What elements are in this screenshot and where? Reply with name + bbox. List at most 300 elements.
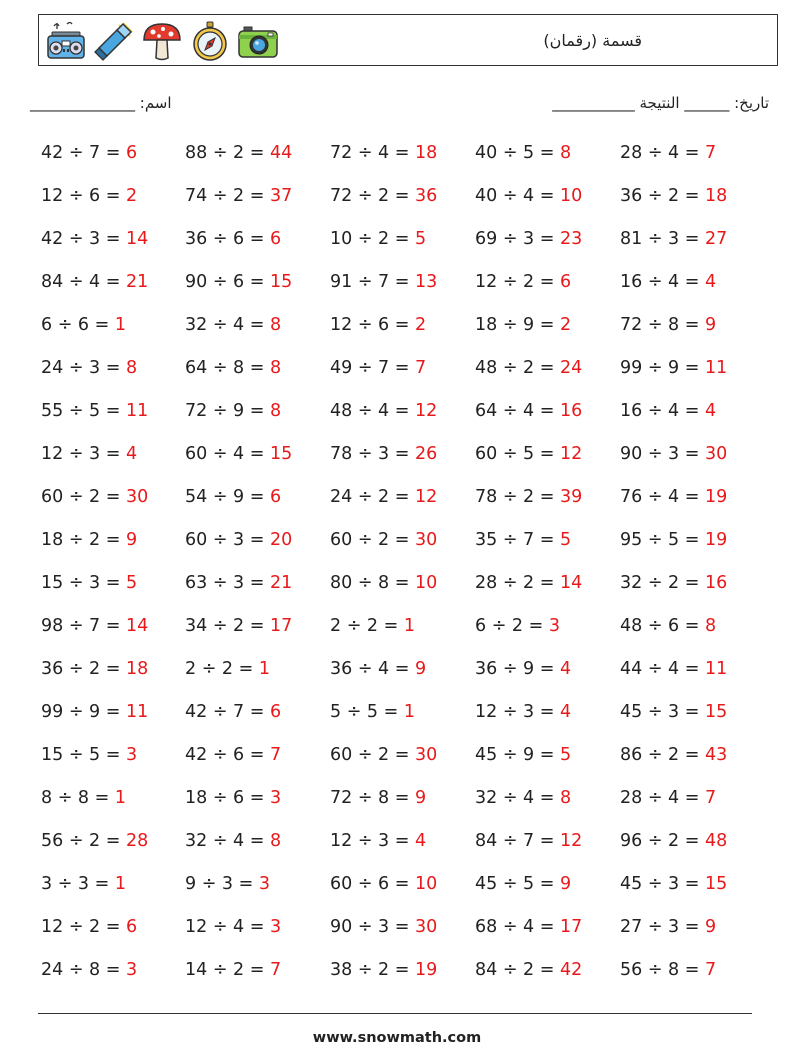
problem-item <box>41 401 148 421</box>
problem-question: 6 ÷ 6 = <box>41 315 115 335</box>
problem-question: 99 ÷ 9 = <box>620 358 705 378</box>
problem-answer: 4 <box>125 444 138 464</box>
problem-item <box>475 272 571 292</box>
problem-question: 88 ÷ 2 = <box>185 143 270 163</box>
problem-answer: 1 <box>114 874 126 894</box>
problem-question: 90 ÷ 3 = <box>330 917 415 937</box>
problem-item <box>330 315 426 335</box>
problem-question: 96 ÷ 2 = <box>620 831 705 851</box>
problem-answer: 11 <box>704 358 728 378</box>
problem-item <box>330 960 437 980</box>
problem-answer: 9 <box>559 874 572 894</box>
problem-item <box>41 960 137 980</box>
problem-question: 36 ÷ 2 = <box>620 186 705 206</box>
problem-item <box>330 573 437 593</box>
problem-answer: 11 <box>704 659 728 679</box>
problem-question: 60 ÷ 4 = <box>185 444 270 464</box>
problem-question: 48 ÷ 4 = <box>330 401 415 421</box>
problem-question: 55 ÷ 5 = <box>41 401 126 421</box>
problem-item <box>41 831 148 851</box>
problem-question: 69 ÷ 3 = <box>475 229 560 249</box>
problem-item <box>330 530 437 550</box>
problem-question: 6 ÷ 2 = <box>475 616 549 636</box>
problem-answer: 17 <box>559 917 583 937</box>
footer-url[interactable]: www.snowmath.com <box>312 1030 482 1046</box>
problem-item <box>620 186 727 206</box>
problem-item <box>185 702 281 722</box>
problem-item <box>475 960 582 980</box>
problem-question: 72 ÷ 8 = <box>330 788 415 808</box>
problem-item <box>185 272 292 292</box>
problem-question: 54 ÷ 9 = <box>185 487 270 507</box>
problem-item <box>475 874 571 894</box>
problem-answer: 17 <box>269 616 293 636</box>
problem-question: 40 ÷ 4 = <box>475 186 560 206</box>
problem-question: 56 ÷ 8 = <box>620 960 705 980</box>
problem-answer: 48 <box>704 831 728 851</box>
problem-item <box>330 788 426 808</box>
problem-question: 12 ÷ 3 = <box>475 702 560 722</box>
problem-item <box>620 788 716 808</box>
problem-item <box>41 917 137 937</box>
problem-question: 36 ÷ 6 = <box>185 229 270 249</box>
problem-question: 12 ÷ 3 = <box>330 831 415 851</box>
problem-answer: 1 <box>403 616 415 636</box>
problem-item <box>475 530 571 550</box>
problem-answer: 30 <box>125 487 149 507</box>
problem-item <box>330 358 426 378</box>
problem-item <box>185 358 281 378</box>
problem-question: 38 ÷ 2 = <box>330 960 415 980</box>
problem-question: 35 ÷ 7 = <box>475 530 560 550</box>
problem-item <box>620 229 727 249</box>
problem-item <box>41 315 126 335</box>
problem-question: 60 ÷ 3 = <box>185 530 270 550</box>
problem-item <box>185 788 281 808</box>
problem-question: 63 ÷ 3 = <box>185 573 270 593</box>
problem-answer: 6 <box>125 143 138 163</box>
problem-answer: 10 <box>414 573 438 593</box>
problem-item <box>475 788 571 808</box>
problem-item <box>330 444 437 464</box>
problem-question: 45 ÷ 5 = <box>475 874 560 894</box>
problem-question: 12 ÷ 6 = <box>41 186 126 206</box>
problem-answer: 9 <box>125 530 138 550</box>
problem-question: 14 ÷ 2 = <box>185 960 270 980</box>
problem-item <box>475 745 571 765</box>
problem-answer: 1 <box>403 702 415 722</box>
problem-answer: 6 <box>559 272 572 292</box>
problem-item <box>620 917 716 937</box>
problem-item <box>185 917 281 937</box>
problem-item <box>475 573 582 593</box>
problem-answer: 15 <box>704 874 728 894</box>
problem-question: 60 ÷ 2 = <box>330 745 415 765</box>
problem-question: 15 ÷ 3 = <box>41 573 126 593</box>
problem-answer: 30 <box>414 745 438 765</box>
problem-question: 9 ÷ 3 = <box>185 874 259 894</box>
problem-answer: 7 <box>414 358 427 378</box>
problem-question: 49 ÷ 7 = <box>330 358 415 378</box>
problem-item <box>620 745 727 765</box>
problem-question: 74 ÷ 2 = <box>185 186 270 206</box>
problem-question: 95 ÷ 5 = <box>620 530 705 550</box>
problem-answer: 10 <box>414 874 438 894</box>
problem-item <box>475 315 571 335</box>
problem-item <box>620 960 716 980</box>
boombox-icon <box>45 20 87 62</box>
problem-answer: 3 <box>125 745 138 765</box>
problem-item <box>330 401 437 421</box>
problem-item <box>620 659 727 679</box>
problem-item <box>620 573 727 593</box>
problem-item <box>41 745 137 765</box>
problem-question: 72 ÷ 9 = <box>185 401 270 421</box>
problem-answer: 5 <box>559 745 572 765</box>
problem-question: 72 ÷ 2 = <box>330 186 415 206</box>
problem-question: 91 ÷ 7 = <box>330 272 415 292</box>
problem-answer: 43 <box>704 745 728 765</box>
problem-item <box>185 659 270 679</box>
problem-answer: 4 <box>704 272 717 292</box>
problem-item <box>185 229 281 249</box>
problem-answer: 20 <box>269 530 293 550</box>
problem-item <box>185 186 292 206</box>
problem-item <box>330 616 415 636</box>
problem-answer: 12 <box>559 831 583 851</box>
problem-item <box>620 530 727 550</box>
problem-item <box>330 659 426 679</box>
problem-answer: 6 <box>269 487 282 507</box>
problem-answer: 23 <box>559 229 583 249</box>
problem-answer: 2 <box>414 315 427 335</box>
problem-question: 12 ÷ 6 = <box>330 315 415 335</box>
problem-question: 32 ÷ 4 = <box>185 315 270 335</box>
problem-answer: 4 <box>414 831 427 851</box>
problem-answer: 11 <box>125 401 149 421</box>
problem-question: 18 ÷ 2 = <box>41 530 126 550</box>
problem-item <box>330 143 437 163</box>
compass-icon <box>189 20 231 62</box>
problem-question: 10 ÷ 2 = <box>330 229 415 249</box>
problem-answer: 28 <box>125 831 149 851</box>
problem-question: 81 ÷ 3 = <box>620 229 705 249</box>
problem-item <box>185 831 281 851</box>
problem-answer: 9 <box>414 788 427 808</box>
problem-answer: 10 <box>559 186 583 206</box>
problem-answer: 7 <box>704 960 717 980</box>
problem-question: 12 ÷ 2 = <box>475 272 560 292</box>
problem-answer: 30 <box>704 444 728 464</box>
problem-item <box>41 229 148 249</box>
problem-question: 42 ÷ 6 = <box>185 745 270 765</box>
problem-question: 76 ÷ 4 = <box>620 487 705 507</box>
problem-question: 48 ÷ 6 = <box>620 616 705 636</box>
problem-item <box>41 358 137 378</box>
problem-answer: 14 <box>559 573 583 593</box>
problem-item <box>620 358 727 378</box>
problem-item <box>185 616 292 636</box>
problem-answer: 18 <box>414 143 438 163</box>
problem-answer: 7 <box>704 143 717 163</box>
problem-item <box>620 315 716 335</box>
problem-question: 28 ÷ 4 = <box>620 788 705 808</box>
problem-item <box>620 143 716 163</box>
camera-icon <box>237 20 279 62</box>
problem-item <box>185 315 281 335</box>
problem-answer: 12 <box>559 444 583 464</box>
problem-item <box>620 487 727 507</box>
problem-question: 5 ÷ 5 = <box>330 702 404 722</box>
problem-answer: 14 <box>125 616 149 636</box>
problem-item <box>475 702 571 722</box>
problem-question: 60 ÷ 6 = <box>330 874 415 894</box>
problem-answer: 16 <box>704 573 728 593</box>
problem-answer: 11 <box>125 702 149 722</box>
problem-answer: 24 <box>559 358 583 378</box>
problem-question: 24 ÷ 8 = <box>41 960 126 980</box>
problem-item <box>620 831 727 851</box>
problem-item <box>475 401 582 421</box>
problem-item <box>330 831 426 851</box>
problem-item <box>475 616 560 636</box>
problem-answer: 3 <box>269 917 282 937</box>
problem-answer: 21 <box>269 573 293 593</box>
problem-item <box>185 487 281 507</box>
problem-answer: 3 <box>269 788 282 808</box>
problem-question: 78 ÷ 2 = <box>475 487 560 507</box>
problem-answer: 2 <box>125 186 138 206</box>
problem-question: 15 ÷ 5 = <box>41 745 126 765</box>
problem-question: 3 ÷ 3 = <box>41 874 115 894</box>
problem-question: 56 ÷ 2 = <box>41 831 126 851</box>
problem-item <box>185 530 292 550</box>
problem-question: 12 ÷ 4 = <box>185 917 270 937</box>
problem-answer: 8 <box>269 831 282 851</box>
problem-question: 12 ÷ 3 = <box>41 444 126 464</box>
problem-answer: 27 <box>704 229 728 249</box>
problem-answer: 37 <box>269 186 293 206</box>
problem-question: 18 ÷ 9 = <box>475 315 560 335</box>
problem-item <box>475 186 582 206</box>
problem-answer: 7 <box>269 960 282 980</box>
problem-answer: 12 <box>414 487 438 507</box>
problem-answer: 13 <box>414 272 438 292</box>
problem-item <box>330 487 437 507</box>
problem-item <box>330 702 415 722</box>
problem-question: 2 ÷ 2 = <box>330 616 404 636</box>
problem-question: 98 ÷ 7 = <box>41 616 126 636</box>
problem-item <box>185 444 292 464</box>
problem-answer: 5 <box>559 530 572 550</box>
problem-item <box>41 573 137 593</box>
name-field-label: اسم: ______________ <box>30 94 172 112</box>
problem-item <box>330 745 437 765</box>
problem-answer: 1 <box>258 659 270 679</box>
problem-question: 36 ÷ 9 = <box>475 659 560 679</box>
problem-item <box>620 272 716 292</box>
problem-question: 60 ÷ 2 = <box>330 530 415 550</box>
problem-item <box>620 702 727 722</box>
problem-item <box>475 487 582 507</box>
problem-answer: 7 <box>704 788 717 808</box>
problem-question: 28 ÷ 4 = <box>620 143 705 163</box>
problem-question: 72 ÷ 8 = <box>620 315 705 335</box>
problem-answer: 15 <box>269 444 293 464</box>
problem-answer: 36 <box>414 186 438 206</box>
problem-question: 72 ÷ 4 = <box>330 143 415 163</box>
problem-answer: 1 <box>114 788 126 808</box>
problem-question: 42 ÷ 7 = <box>41 143 126 163</box>
problem-question: 64 ÷ 4 = <box>475 401 560 421</box>
problem-answer: 12 <box>414 401 438 421</box>
problem-answer: 7 <box>269 745 282 765</box>
problem-question: 90 ÷ 3 = <box>620 444 705 464</box>
problem-item <box>41 702 148 722</box>
problem-answer: 8 <box>269 315 282 335</box>
problem-question: 40 ÷ 5 = <box>475 143 560 163</box>
problem-answer: 19 <box>414 960 438 980</box>
problem-item <box>41 143 137 163</box>
problem-question: 16 ÷ 4 = <box>620 272 705 292</box>
problem-item <box>41 659 148 679</box>
problem-question: 18 ÷ 6 = <box>185 788 270 808</box>
problem-question: 68 ÷ 4 = <box>475 917 560 937</box>
problem-question: 32 ÷ 4 = <box>475 788 560 808</box>
problem-item <box>330 874 437 894</box>
problem-answer: 30 <box>414 917 438 937</box>
problem-question: 84 ÷ 7 = <box>475 831 560 851</box>
problem-answer: 4 <box>704 401 717 421</box>
problem-question: 84 ÷ 2 = <box>475 960 560 980</box>
problem-answer: 15 <box>704 702 728 722</box>
problem-answer: 8 <box>704 616 717 636</box>
problem-item <box>330 229 426 249</box>
problem-item <box>41 788 126 808</box>
problem-question: 34 ÷ 2 = <box>185 616 270 636</box>
problem-question: 24 ÷ 2 = <box>330 487 415 507</box>
problem-item <box>185 874 270 894</box>
problem-answer: 8 <box>269 401 282 421</box>
problem-question: 8 ÷ 8 = <box>41 788 115 808</box>
problem-question: 48 ÷ 2 = <box>475 358 560 378</box>
problem-answer: 5 <box>414 229 427 249</box>
problem-answer: 1 <box>114 315 126 335</box>
mushroom-icon <box>141 20 183 62</box>
problem-item <box>185 143 292 163</box>
problem-item <box>185 573 292 593</box>
problem-answer: 8 <box>559 143 572 163</box>
problem-item <box>330 917 437 937</box>
problem-answer: 6 <box>269 229 282 249</box>
problem-item <box>41 487 148 507</box>
problem-question: 16 ÷ 4 = <box>620 401 705 421</box>
problem-answer: 44 <box>269 143 293 163</box>
problem-item <box>330 186 437 206</box>
problem-question: 32 ÷ 4 = <box>185 831 270 851</box>
problem-answer: 14 <box>125 229 149 249</box>
problem-answer: 21 <box>125 272 149 292</box>
problem-answer: 4 <box>559 659 572 679</box>
problem-question: 45 ÷ 3 = <box>620 874 705 894</box>
problem-answer: 8 <box>559 788 572 808</box>
problem-question: 84 ÷ 4 = <box>41 272 126 292</box>
footer-divider <box>38 1013 752 1014</box>
problem-item <box>41 874 126 894</box>
problem-item <box>41 616 148 636</box>
problem-answer: 9 <box>704 315 717 335</box>
problem-question: 32 ÷ 2 = <box>620 573 705 593</box>
header-box <box>38 14 778 66</box>
problem-question: 36 ÷ 2 = <box>41 659 126 679</box>
problem-answer: 18 <box>704 186 728 206</box>
problem-answer: 3 <box>548 616 560 636</box>
problem-item <box>620 401 716 421</box>
problem-answer: 18 <box>125 659 149 679</box>
problem-question: 24 ÷ 3 = <box>41 358 126 378</box>
problem-item <box>185 960 281 980</box>
problem-answer: 8 <box>125 358 138 378</box>
problem-question: 45 ÷ 9 = <box>475 745 560 765</box>
problem-answer: 19 <box>704 530 728 550</box>
date-score-label: تاريخ: ______ النتيجة ___________ <box>552 94 769 112</box>
problem-answer: 30 <box>414 530 438 550</box>
problem-question: 78 ÷ 3 = <box>330 444 415 464</box>
problem-question: 99 ÷ 9 = <box>41 702 126 722</box>
problem-question: 27 ÷ 3 = <box>620 917 705 937</box>
problem-question: 44 ÷ 4 = <box>620 659 705 679</box>
problem-item <box>475 444 582 464</box>
problem-item <box>41 272 148 292</box>
problem-item <box>41 444 137 464</box>
problem-item <box>41 530 137 550</box>
problem-item <box>41 186 137 206</box>
problem-item <box>475 358 582 378</box>
problem-answer: 9 <box>704 917 717 937</box>
problem-answer: 19 <box>704 487 728 507</box>
problem-answer: 15 <box>269 272 293 292</box>
problem-question: 42 ÷ 3 = <box>41 229 126 249</box>
header-icons <box>45 19 279 63</box>
problem-answer: 16 <box>559 401 583 421</box>
problem-item <box>185 401 281 421</box>
problem-item <box>620 616 716 636</box>
problem-answer: 6 <box>269 702 282 722</box>
problem-answer: 6 <box>125 917 138 937</box>
problem-answer: 8 <box>269 358 282 378</box>
problem-question: 12 ÷ 2 = <box>41 917 126 937</box>
problem-item <box>475 229 582 249</box>
problem-item <box>185 745 281 765</box>
problem-item <box>330 272 437 292</box>
problem-item <box>475 831 582 851</box>
problem-question: 60 ÷ 2 = <box>41 487 126 507</box>
problem-question: 90 ÷ 6 = <box>185 272 270 292</box>
problem-question: 2 ÷ 2 = <box>185 659 259 679</box>
problem-question: 64 ÷ 8 = <box>185 358 270 378</box>
problem-answer: 42 <box>559 960 583 980</box>
problem-question: 80 ÷ 8 = <box>330 573 415 593</box>
worksheet-title: قسمة (رقمان) <box>543 31 642 50</box>
problem-answer: 5 <box>125 573 138 593</box>
problem-question: 42 ÷ 7 = <box>185 702 270 722</box>
problem-answer: 9 <box>414 659 427 679</box>
problem-answer: 39 <box>559 487 583 507</box>
problem-question: 36 ÷ 4 = <box>330 659 415 679</box>
problem-item <box>475 659 571 679</box>
problem-question: 28 ÷ 2 = <box>475 573 560 593</box>
flashlight-icon <box>93 20 135 62</box>
